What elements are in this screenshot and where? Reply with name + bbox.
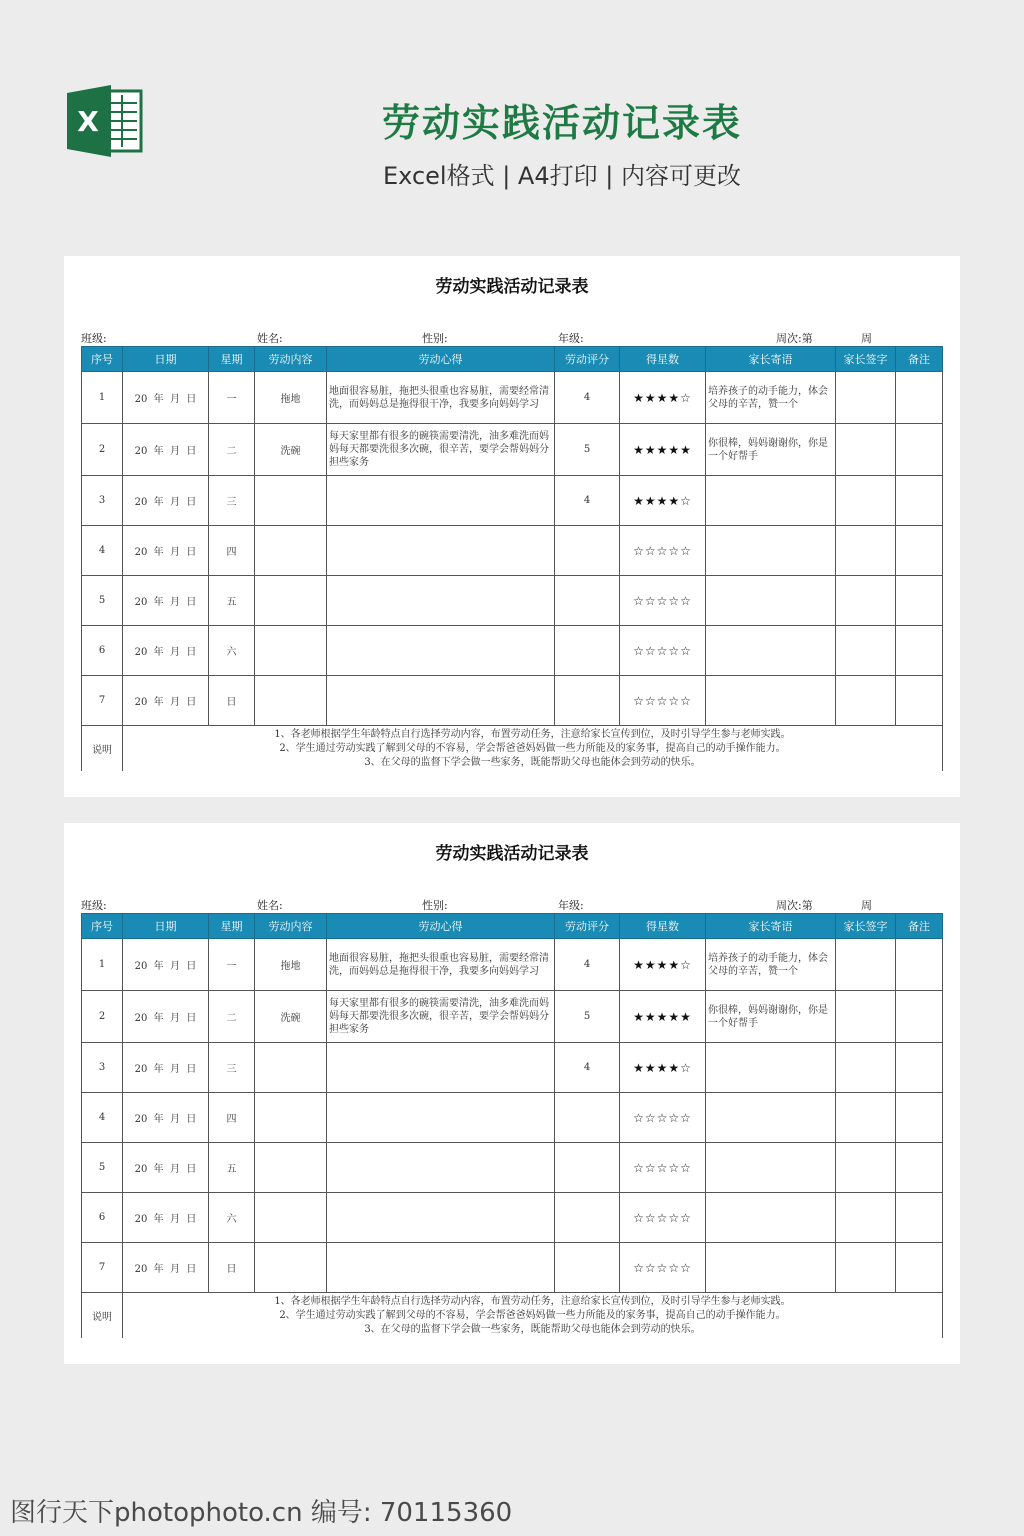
row-content xyxy=(255,1243,327,1293)
note-line: 2、学生通过劳动实践了解到父母的不容易，学会帮爸爸妈妈做一些力所能及的家务事，提高自己的动手操作能力。 xyxy=(279,742,786,754)
row-content: 拖地 xyxy=(255,939,327,991)
row-remark xyxy=(896,626,943,676)
row-stars: ☆☆☆☆☆ xyxy=(620,526,706,576)
row-parent-sign xyxy=(836,1193,896,1243)
page-subtitle: Excel格式 | A4打印 | 内容可更改 xyxy=(383,162,741,190)
column-header: 序号 xyxy=(82,914,123,939)
row-reflection xyxy=(327,1043,555,1093)
row-remark xyxy=(896,1093,943,1143)
row-parent-message xyxy=(706,1193,836,1243)
row-weekday: 五 xyxy=(209,1143,255,1193)
row-stars: ★★★★☆ xyxy=(620,476,706,526)
row-weekday: 五 xyxy=(209,576,255,626)
row-score: 5 xyxy=(555,424,620,476)
row-remark xyxy=(896,1193,943,1243)
week-label: 周次:第 xyxy=(776,899,813,912)
row-score xyxy=(555,1243,620,1293)
row-date: 20 年 月 日 xyxy=(123,1243,209,1293)
row-weekday: 三 xyxy=(209,476,255,526)
row-score: 4 xyxy=(555,372,620,424)
row-parent-message xyxy=(706,626,836,676)
row-number: 1 xyxy=(82,372,123,424)
row-parent-message xyxy=(706,1043,836,1093)
table-row xyxy=(82,626,943,676)
row-stars: ★★★★★ xyxy=(620,424,706,476)
row-stars: ★★★★★ xyxy=(620,991,706,1043)
notes-cell xyxy=(123,1293,943,1339)
row-reflection: 每天家里都有很多的碗筷需要清洗，油多难洗而妈妈每天都要洗很多次碗，很辛苦，要学会帮妈妈分担些家务 xyxy=(327,991,555,1043)
row-date: 20 年 月 日 xyxy=(123,991,209,1043)
row-parent-message xyxy=(706,1093,836,1143)
grade-label: 年级: xyxy=(558,332,584,345)
row-score: 4 xyxy=(555,939,620,991)
row-number: 1 xyxy=(82,939,123,991)
row-content: 拖地 xyxy=(255,372,327,424)
row-date: 20 年 月 日 xyxy=(123,676,209,726)
row-parent-message xyxy=(706,526,836,576)
row-reflection xyxy=(327,1093,555,1143)
table-row xyxy=(82,1243,943,1293)
sheet-title: 劳动实践活动记录表 xyxy=(435,277,589,297)
row-number: 7 xyxy=(82,676,123,726)
table-row xyxy=(82,1093,943,1143)
row-parent-message: 培养孩子的动手能力，体会父母的辛苦，赞一个 xyxy=(706,372,836,424)
row-parent-sign xyxy=(836,372,896,424)
row-parent-message xyxy=(706,1243,836,1293)
row-weekday: 日 xyxy=(209,1243,255,1293)
row-date: 20 年 月 日 xyxy=(123,576,209,626)
table-row xyxy=(82,576,943,626)
note-line: 2、学生通过劳动实践了解到父母的不容易，学会帮爸爸妈妈做一些力所能及的家务事，提高自己的动手操作能力。 xyxy=(279,1309,786,1321)
row-weekday: 四 xyxy=(209,1093,255,1143)
column-header: 序号 xyxy=(82,347,123,372)
row-stars: ★★★★☆ xyxy=(620,372,706,424)
row-score: 4 xyxy=(555,476,620,526)
column-header: 备注 xyxy=(896,347,943,372)
row-number: 5 xyxy=(82,576,123,626)
gender-label: 性别: xyxy=(422,332,448,345)
row-date: 20 年 月 日 xyxy=(123,1193,209,1243)
row-weekday: 四 xyxy=(209,526,255,576)
row-remark xyxy=(896,676,943,726)
record-table xyxy=(81,913,943,1338)
row-stars: ★★★★☆ xyxy=(620,1043,706,1093)
column-header: 劳动内容 xyxy=(255,347,327,372)
row-number: 5 xyxy=(82,1143,123,1193)
week-label: 周次:第 xyxy=(776,332,813,345)
excel-icon xyxy=(67,85,143,157)
row-parent-sign xyxy=(836,526,896,576)
row-remark xyxy=(896,1243,943,1293)
record-table xyxy=(81,346,943,771)
row-content xyxy=(255,576,327,626)
column-header: 家长签字 xyxy=(836,914,896,939)
row-score xyxy=(555,576,620,626)
row-parent-sign xyxy=(836,1143,896,1193)
week-suffix: 周 xyxy=(861,899,872,912)
row-parent-message xyxy=(706,676,836,726)
table-header-row xyxy=(82,914,943,939)
row-weekday: 一 xyxy=(209,372,255,424)
record-sheet-1 xyxy=(64,256,960,797)
column-header: 星期 xyxy=(209,914,255,939)
row-date: 20 年 月 日 xyxy=(123,476,209,526)
row-remark xyxy=(896,576,943,626)
row-reflection: 地面很容易脏，拖把头很重也容易脏，需要经常清洗，而妈妈总是拖得很干净，我要多向妈妈学习 xyxy=(327,939,555,991)
row-date: 20 年 月 日 xyxy=(123,372,209,424)
column-header: 日期 xyxy=(123,914,209,939)
row-stars: ☆☆☆☆☆ xyxy=(620,1093,706,1143)
row-parent-message: 你很棒，妈妈谢谢你，你是一个好帮手 xyxy=(706,424,836,476)
row-number: 4 xyxy=(82,526,123,576)
row-remark xyxy=(896,526,943,576)
row-stars: ☆☆☆☆☆ xyxy=(620,1143,706,1193)
notes-cell xyxy=(123,726,943,772)
name-label: 姓名: xyxy=(257,899,283,912)
row-content xyxy=(255,676,327,726)
row-number: 6 xyxy=(82,1193,123,1243)
row-parent-sign xyxy=(836,1043,896,1093)
page-title: 劳动实践活动记录表 xyxy=(381,101,742,145)
table-row xyxy=(82,476,943,526)
row-parent-sign xyxy=(836,991,896,1043)
row-remark xyxy=(896,372,943,424)
row-content xyxy=(255,626,327,676)
row-parent-sign xyxy=(836,424,896,476)
column-header: 日期 xyxy=(123,347,209,372)
note-line: 3、在父母的监督下学会做一些家务，既能帮助父母也能体会到劳动的快乐。 xyxy=(364,756,701,768)
class-label: 班级: xyxy=(81,332,107,345)
row-parent-message xyxy=(706,476,836,526)
sheet-title: 劳动实践活动记录表 xyxy=(435,844,589,864)
row-stars: ☆☆☆☆☆ xyxy=(620,576,706,626)
row-score xyxy=(555,1093,620,1143)
row-parent-sign xyxy=(836,1243,896,1293)
row-reflection xyxy=(327,1193,555,1243)
column-header: 得星数 xyxy=(620,347,706,372)
row-content xyxy=(255,476,327,526)
row-number: 2 xyxy=(82,991,123,1043)
column-header: 劳动评分 xyxy=(555,347,620,372)
column-header: 家长寄语 xyxy=(706,914,836,939)
row-reflection xyxy=(327,1243,555,1293)
row-weekday: 二 xyxy=(209,991,255,1043)
notes-row xyxy=(82,726,943,772)
row-number: 7 xyxy=(82,1243,123,1293)
row-reflection xyxy=(327,576,555,626)
row-date: 20 年 月 日 xyxy=(123,1143,209,1193)
row-stars: ★★★★☆ xyxy=(620,939,706,991)
row-score xyxy=(555,526,620,576)
row-remark xyxy=(896,476,943,526)
row-date: 20 年 月 日 xyxy=(123,424,209,476)
row-parent-sign xyxy=(836,576,896,626)
column-header: 劳动内容 xyxy=(255,914,327,939)
row-content xyxy=(255,526,327,576)
table-header-row xyxy=(82,347,943,372)
row-number: 6 xyxy=(82,626,123,676)
row-weekday: 二 xyxy=(209,424,255,476)
row-number: 2 xyxy=(82,424,123,476)
row-parent-sign xyxy=(836,676,896,726)
row-number: 3 xyxy=(82,476,123,526)
row-reflection: 每天家里都有很多的碗筷需要清洗，油多难洗而妈妈每天都要洗很多次碗，很辛苦，要学会帮妈妈分担些家务 xyxy=(327,424,555,476)
row-content xyxy=(255,1093,327,1143)
row-score: 5 xyxy=(555,991,620,1043)
table-row xyxy=(82,372,943,424)
row-parent-sign xyxy=(836,626,896,676)
row-date: 20 年 月 日 xyxy=(123,526,209,576)
row-score xyxy=(555,626,620,676)
excel-logo-letter: X xyxy=(77,105,99,138)
row-remark xyxy=(896,1043,943,1093)
row-reflection xyxy=(327,626,555,676)
row-parent-message: 培养孩子的动手能力，体会父母的辛苦，赞一个 xyxy=(706,939,836,991)
column-header: 劳动心得 xyxy=(327,914,555,939)
row-remark xyxy=(896,991,943,1043)
class-label: 班级: xyxy=(81,899,107,912)
watermark: 图行天下photophoto.cn 编号: 70115360 xyxy=(10,1498,513,1528)
row-parent-sign xyxy=(836,939,896,991)
row-date: 20 年 月 日 xyxy=(123,1093,209,1143)
row-content xyxy=(255,1143,327,1193)
note-line: 1、各老师根据学生年龄特点自行选择劳动内容，布置劳动任务，注意给家长宣传到位，及时引导学生参与老师实践。 xyxy=(274,728,791,740)
row-content xyxy=(255,1193,327,1243)
row-number: 4 xyxy=(82,1093,123,1143)
row-date: 20 年 月 日 xyxy=(123,939,209,991)
table-row xyxy=(82,1143,943,1193)
column-header: 劳动评分 xyxy=(555,914,620,939)
row-content: 洗碗 xyxy=(255,991,327,1043)
row-weekday: 日 xyxy=(209,676,255,726)
table-row xyxy=(82,991,943,1043)
row-reflection xyxy=(327,1143,555,1193)
row-remark xyxy=(896,424,943,476)
notes-row xyxy=(82,1293,943,1339)
name-label: 姓名: xyxy=(257,332,283,345)
row-reflection: 地面很容易脏，拖把头很重也容易脏，需要经常清洗，而妈妈总是拖得很干净，我要多向妈妈学习 xyxy=(327,372,555,424)
row-content xyxy=(255,1043,327,1093)
table-row xyxy=(82,676,943,726)
row-date: 20 年 月 日 xyxy=(123,1043,209,1093)
row-stars: ☆☆☆☆☆ xyxy=(620,1243,706,1293)
column-header: 家长寄语 xyxy=(706,347,836,372)
row-reflection xyxy=(327,526,555,576)
row-parent-sign xyxy=(836,476,896,526)
row-score xyxy=(555,676,620,726)
row-reflection xyxy=(327,676,555,726)
row-weekday: 三 xyxy=(209,1043,255,1093)
row-reflection xyxy=(327,476,555,526)
row-parent-message: 你很棒，妈妈谢谢你，你是一个好帮手 xyxy=(706,991,836,1043)
table-row xyxy=(82,526,943,576)
column-header: 星期 xyxy=(209,347,255,372)
row-weekday: 一 xyxy=(209,939,255,991)
gender-label: 性别: xyxy=(422,899,448,912)
grade-label: 年级: xyxy=(558,899,584,912)
row-score: 4 xyxy=(555,1043,620,1093)
row-weekday: 六 xyxy=(209,626,255,676)
note-label: 说明 xyxy=(82,1293,123,1339)
table-row xyxy=(82,939,943,991)
row-score xyxy=(555,1143,620,1193)
row-remark xyxy=(896,939,943,991)
note-label: 说明 xyxy=(82,726,123,772)
row-parent-sign xyxy=(836,1093,896,1143)
row-score xyxy=(555,1193,620,1243)
row-date: 20 年 月 日 xyxy=(123,626,209,676)
column-header: 家长签字 xyxy=(836,347,896,372)
row-remark xyxy=(896,1143,943,1193)
table-row xyxy=(82,1193,943,1243)
row-parent-message xyxy=(706,576,836,626)
week-suffix: 周 xyxy=(861,332,872,345)
note-line: 1、各老师根据学生年龄特点自行选择劳动内容，布置劳动任务，注意给家长宣传到位，及时引导学生参与老师实践。 xyxy=(274,1295,791,1307)
row-number: 3 xyxy=(82,1043,123,1093)
note-line: 3、在父母的监督下学会做一些家务，既能帮助父母也能体会到劳动的快乐。 xyxy=(364,1323,701,1335)
column-header: 备注 xyxy=(896,914,943,939)
row-stars: ☆☆☆☆☆ xyxy=(620,676,706,726)
record-sheet-2 xyxy=(64,823,960,1364)
row-stars: ☆☆☆☆☆ xyxy=(620,1193,706,1243)
row-stars: ☆☆☆☆☆ xyxy=(620,626,706,676)
column-header: 得星数 xyxy=(620,914,706,939)
table-row xyxy=(82,424,943,476)
row-content: 洗碗 xyxy=(255,424,327,476)
row-parent-message xyxy=(706,1143,836,1193)
table-row xyxy=(82,1043,943,1093)
column-header: 劳动心得 xyxy=(327,347,555,372)
row-weekday: 六 xyxy=(209,1193,255,1243)
